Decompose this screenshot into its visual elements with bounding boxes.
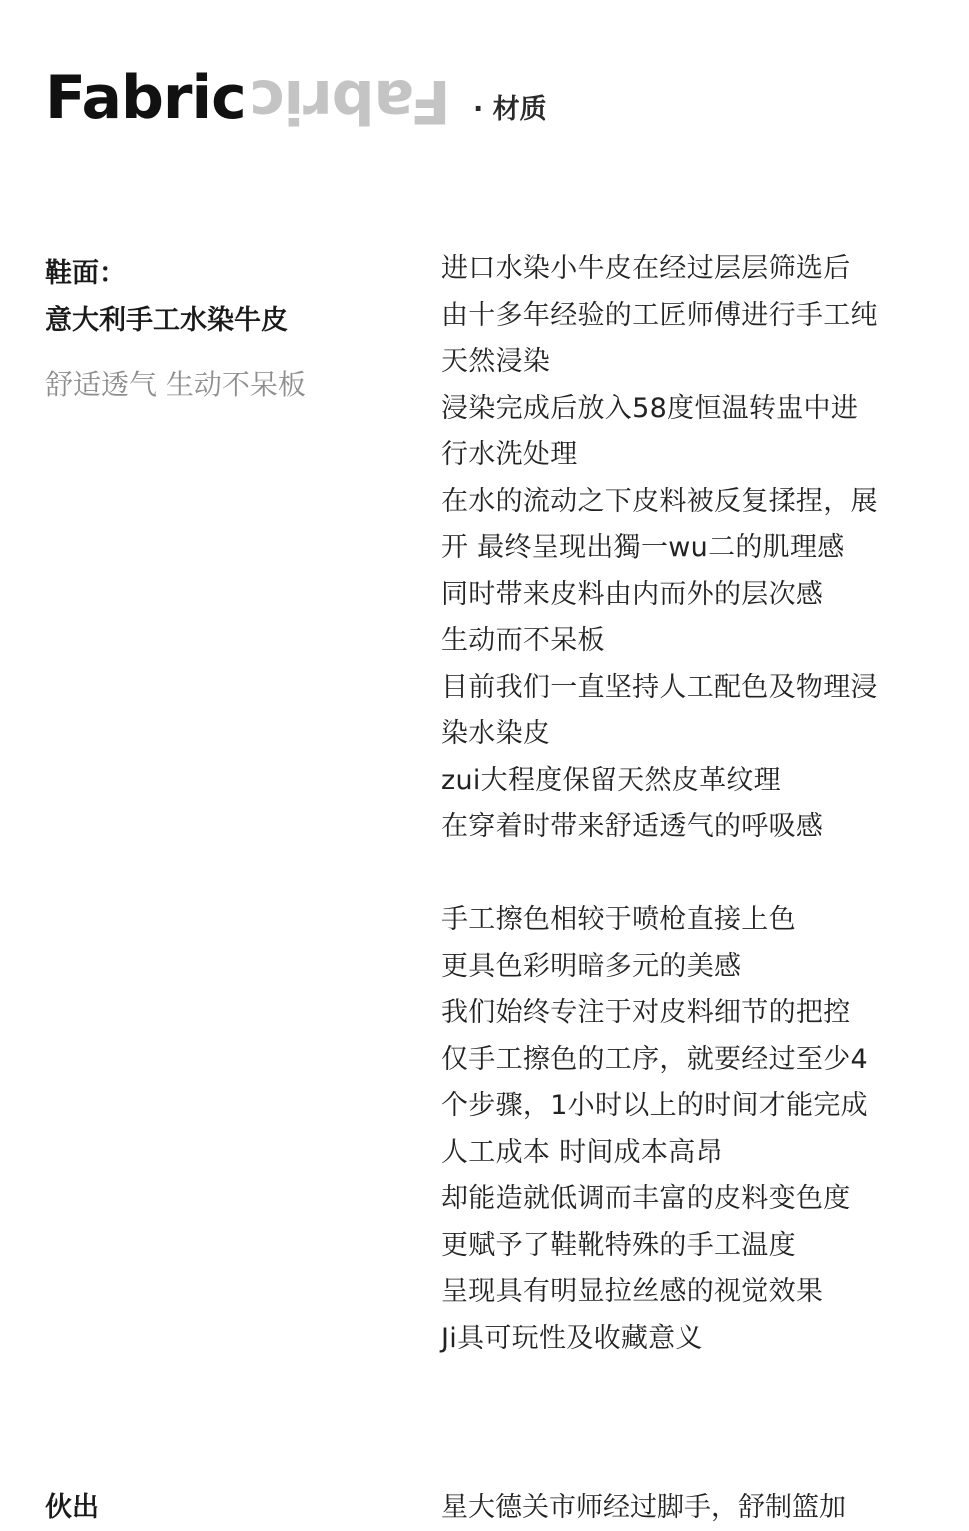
text-line: 更赋予了鞋靴特殊的手工温度 [441,1229,796,1261]
text-line: Ji具可玩性及收藏意义 [441,1322,703,1354]
text-line: 同时带来皮料由内而外的层次感 [441,578,824,610]
text-line: 仅手工擦色的工序，就要经过至少4 [441,1043,868,1075]
text-line: 人工成本 时间成本高昂 [441,1136,723,1168]
text-line: 在水的流动之下皮料被反复揉捏，展 [441,485,878,517]
text-line: 在穿着时带来舒适透气的呼吸感 [441,811,824,842]
text-line: 生动而不呆板 [441,625,605,656]
text-line: 进口水染小牛皮在经过层层筛选后 [441,253,851,284]
text-line: 却能造就低调而丰富的皮料变色度 [441,1183,851,1214]
material-feature: 舒适透气 生动不呆板 [45,368,306,401]
text-line: 目前我们一直坚持人工配色及物理浸 [441,671,878,703]
material-summary [45,250,405,406]
text-line: 更具色彩明暗多元的美感 [441,950,742,982]
text-line: 由十多年经验的工匠师傅进行手工纯 [441,299,878,331]
section-title: Fabric [45,63,246,133]
description-paragraph-1 [441,246,956,851]
text-line: 个步骤，1小时以上的时间才能完成 [441,1090,868,1121]
text-line: 天然浸染 [441,346,551,377]
text-line: 行水洗处理 [441,439,578,470]
upper-label: 鞋面： [45,258,126,289]
section-title-mirror: Fabric [250,65,451,136]
description-paragraph-2 [441,897,956,1362]
text-line: 开 最终呈现出獨一wu二的肌理感 [441,532,845,563]
text-line: 手工擦色相较于喷枪直接上色 [441,904,796,935]
material-description [441,246,956,1362]
section-subtitle: · 材质 [473,94,547,125]
text-line: 我们始终专注于对皮料细节的把控 [441,997,851,1028]
next-section-label: 伙出 [45,1492,99,1523]
text-line: 呈现具有明显拉丝感的视觉效果 [441,1276,824,1307]
text-line: zui大程度保留天然皮革纹理 [441,764,781,796]
section-header [45,62,945,142]
paragraph-spacer [441,851,956,898]
text-line: 浸染完成后放入58度恒温转盅中进 [441,392,859,424]
upper-material: 意大利手工水染牛皮 [45,305,288,336]
next-section-text: 星大德关市师经过脚手，舒制篮加 [441,1492,846,1523]
text-line: 染水染皮 [441,718,551,749]
